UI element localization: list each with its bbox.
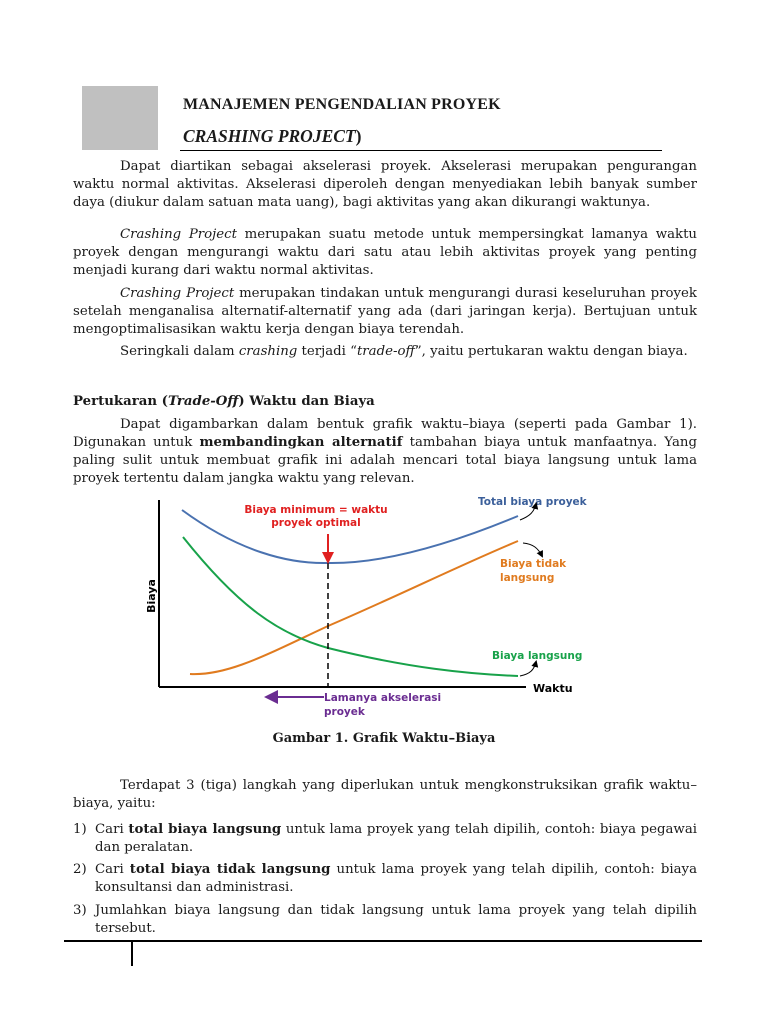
acceleration-label-line2: proyek [324, 706, 365, 718]
time-cost-chart [128, 486, 608, 722]
optimum-label-line2: proyek optimal [271, 517, 361, 529]
pointer-indirect [523, 543, 542, 556]
footer-tick [131, 942, 133, 966]
y-axis-label: Biaya [145, 579, 158, 613]
list-item: 3) Jumlahkan biaya langsung dan tidak langsung untuk lama proyek yang telah dipilih tersebut. [73, 903, 697, 936]
legend-label-direct: Biaya langsung [492, 650, 583, 662]
paragraph-crashing-method: Crashing Project merupakan suatu metode untuk mempersingkat lamanya waktu proyek dengan mengurangi waktu dari satu atau lebih aktivitas proyek yang penting menjadi kurang dari waktu normal aktivitas. [73, 227, 698, 278]
document-title: MANAJEMEN PENGENDALIAN PROYEK [183, 96, 501, 113]
list-item: 1) Cari total biaya langsung untuk lama proyek yang telah dipilih, contoh: biaya pegawai dan peralatan. [73, 822, 697, 855]
series-line-direct [183, 537, 518, 676]
pointer-direct [520, 662, 536, 676]
section-heading: Pertukaran (Trade-Off) Waktu dan Biaya [73, 394, 375, 409]
list-item: 2) Cari total biaya tidak langsung untuk lama proyek yang telah dipilih, contoh: biaya konsultansi dan administrasi. [73, 862, 697, 895]
legend-label-indirect-line1: Biaya tidak [500, 558, 567, 570]
optimum-label-line1: Biaya minimum = waktu [244, 504, 388, 516]
document-subtitle: CRASHING PROJECT) [183, 126, 362, 146]
header-gray-block [82, 86, 158, 150]
footer-rule [64, 940, 702, 942]
legend-label-total: Total biaya proyek [478, 496, 587, 508]
title-underline [180, 150, 662, 151]
paragraph-crashing-action: Crashing Project merupakan tindakan untuk mengurangi durasi keseluruhan proyek setelah menganalisa alternatif-alternatif yang ada (dari jaringan kerja). Bertujuan untuk mengoptimalisasikan waktu kerja dengan biaya terendah. [73, 286, 697, 337]
acceleration-label-line1: Lamanya akselerasi [324, 692, 442, 704]
x-axis-label: Waktu [533, 682, 573, 695]
paragraph-graph-intro: Dapat digambarkan dalam bentuk grafik waktu–biaya (seperti pada Gambar 1). Digunakan untuk membandingkan alternatif tambahan biaya untuk manfaatnya. Yang paling sulit untuk membuat grafik ini adalah mencari total biaya langsung untuk lama proyek tertentu dalam jangka waktu yang relevan. [73, 417, 698, 486]
paragraph-definition: Dapat diartikan sebagai akselerasi proyek. Akselerasi merupakan pengurangan waktu normal aktivitas. Akselerasi diperoleh dengan menyediakan lebih banyak sumber daya (diukur dalam satuan mata uang), bagi aktivitas yang akan dikurangi waktunya. [73, 159, 697, 210]
paragraph-steps-intro: Terdapat 3 (tiga) langkah yang diperlukan untuk mengkonstruksikan grafik waktu–biaya, yaitu: [73, 778, 697, 811]
figure-caption: Gambar 1. Grafik Waktu–Biaya [272, 731, 496, 746]
paragraph-trade-off: Seringkali dalam crashing terjadi “trade-off”, yaitu pertukaran waktu dengan biaya. [120, 344, 688, 359]
legend-label-indirect-line2: langsung [500, 572, 555, 584]
